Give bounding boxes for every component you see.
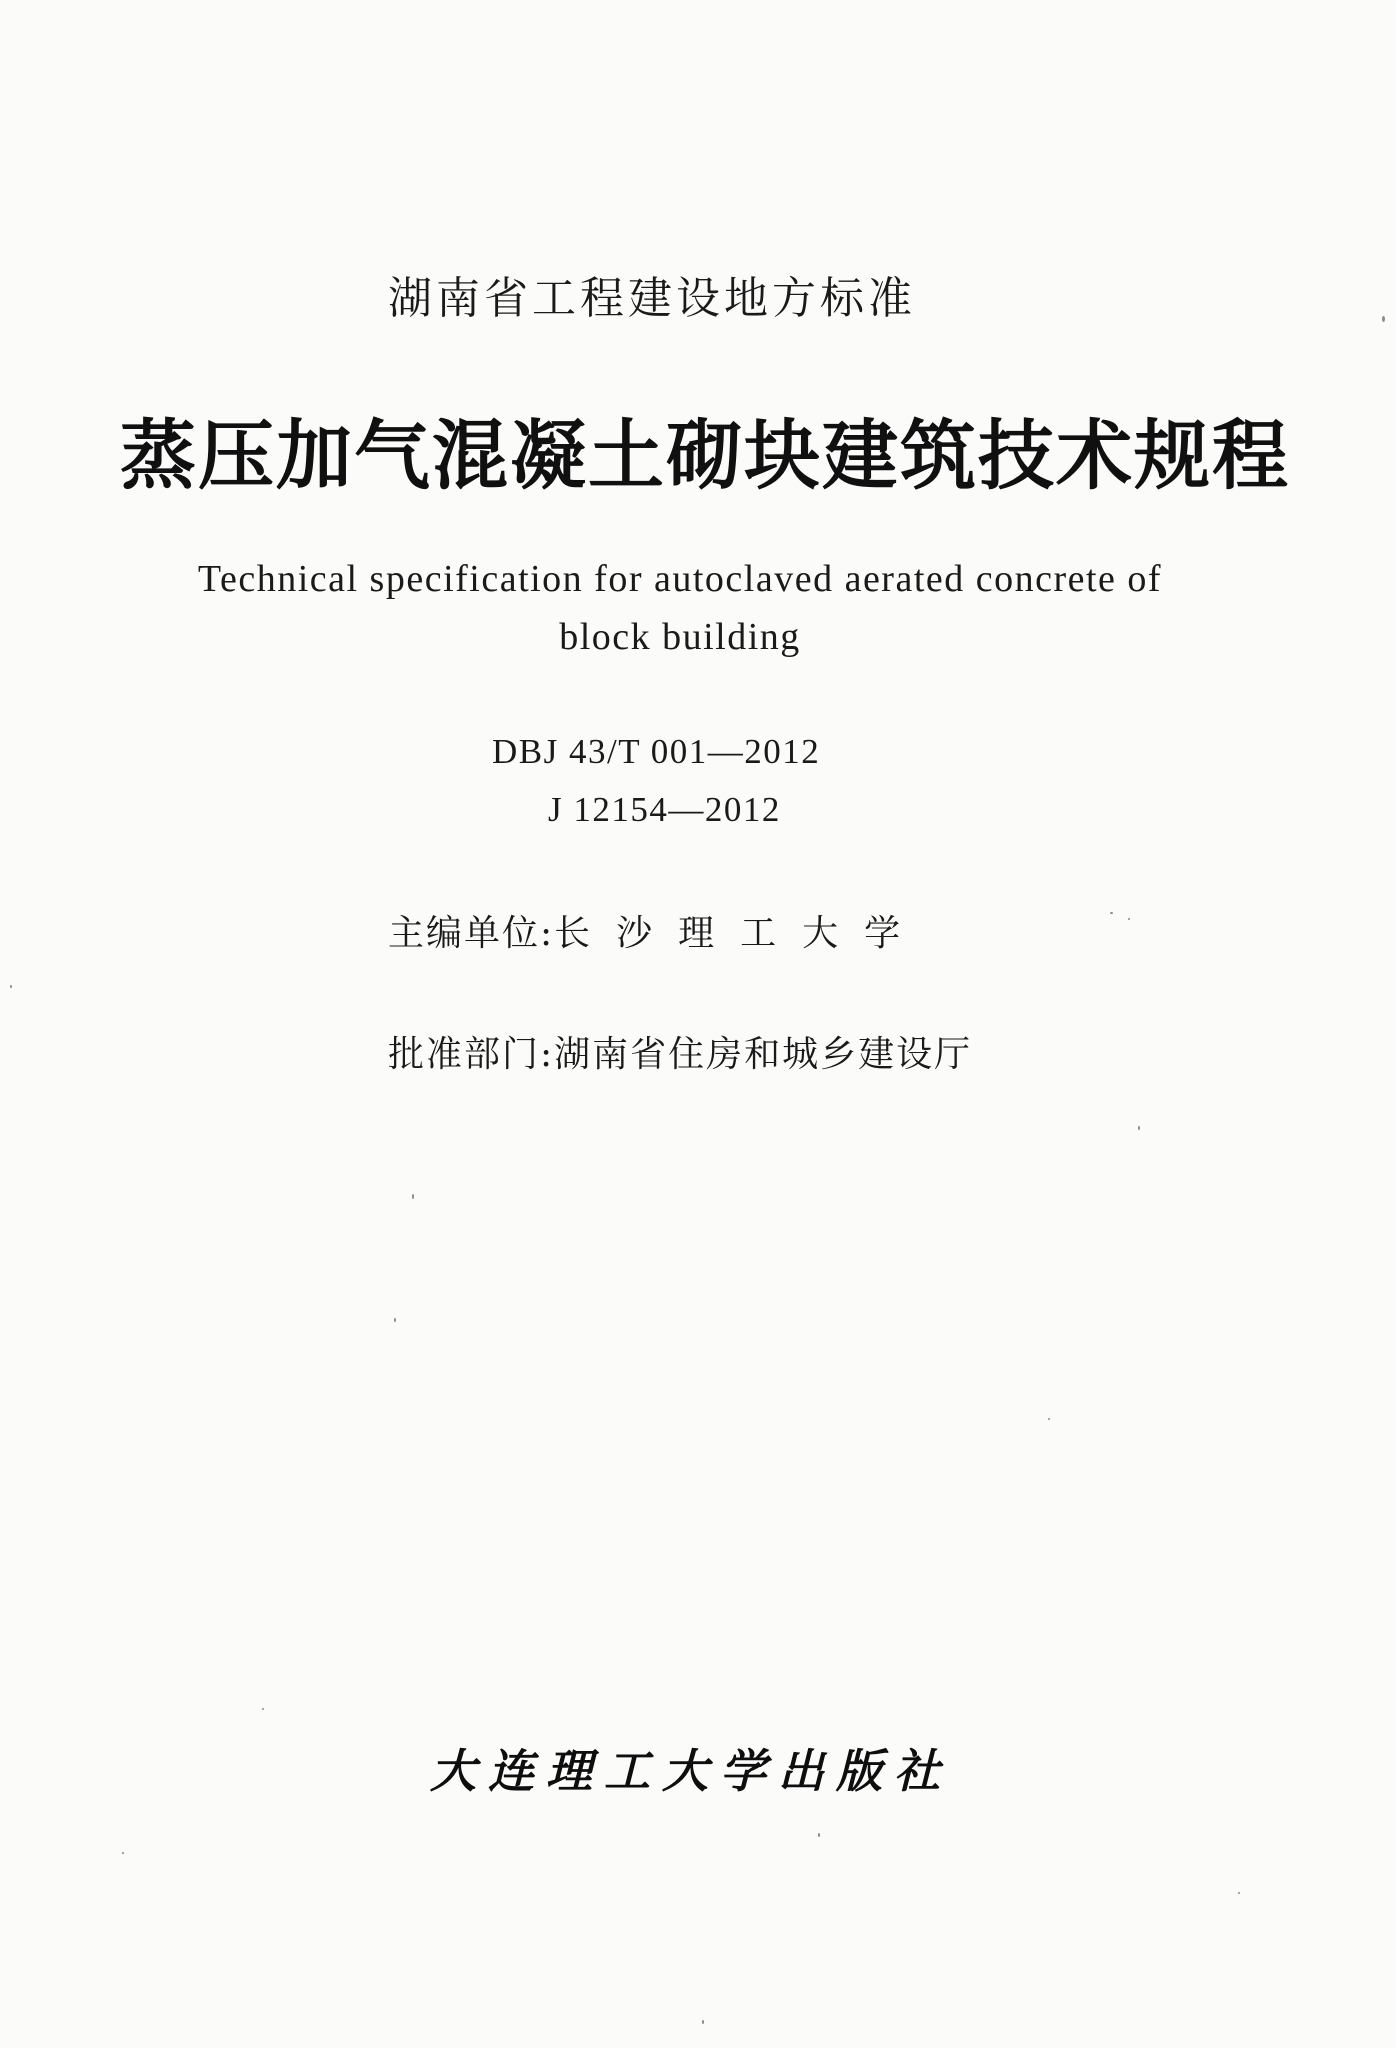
approver-separator: : xyxy=(540,1034,555,1075)
chief-editor-label: 主编单位 xyxy=(388,913,541,954)
chief-editor-value: 长沙理工大学 xyxy=(554,913,927,954)
scan-speck xyxy=(702,2020,704,2024)
scan-speck xyxy=(1238,1892,1240,1894)
english-title: Technical specification for autoclaved aerated concrete of block building xyxy=(197,558,1163,658)
standard-series: 湖南省工程建设地方标准 xyxy=(388,273,916,324)
record-code: J 12154—2012 xyxy=(548,790,781,829)
scan-speck xyxy=(1110,912,1113,914)
scan-speck xyxy=(1048,1418,1050,1420)
scan-speck xyxy=(262,1708,264,1710)
approver-line xyxy=(388,1026,972,1077)
scan-speck xyxy=(1138,1126,1140,1130)
approver-value: 湖南省住房和城乡建设厅 xyxy=(554,1034,973,1075)
publisher-name: 大连理工大学出版社 xyxy=(430,1744,952,1798)
standard-code: DBJ 43/T 001—2012 xyxy=(492,732,821,771)
scan-speck xyxy=(10,985,12,988)
approver-label: 批准部门 xyxy=(388,1034,541,1075)
chief-editor-line xyxy=(388,905,926,956)
scan-speck xyxy=(122,1852,124,1854)
scan-speck xyxy=(1382,316,1385,322)
scan-speck xyxy=(1128,918,1130,920)
document-title: 蒸压加气混凝土砌块建筑技术规程 xyxy=(120,411,1290,500)
scan-speck xyxy=(394,1318,396,1322)
chief-editor-separator: : xyxy=(540,913,555,954)
scan-speck xyxy=(818,1833,820,1837)
scan-speck xyxy=(412,1194,414,1199)
